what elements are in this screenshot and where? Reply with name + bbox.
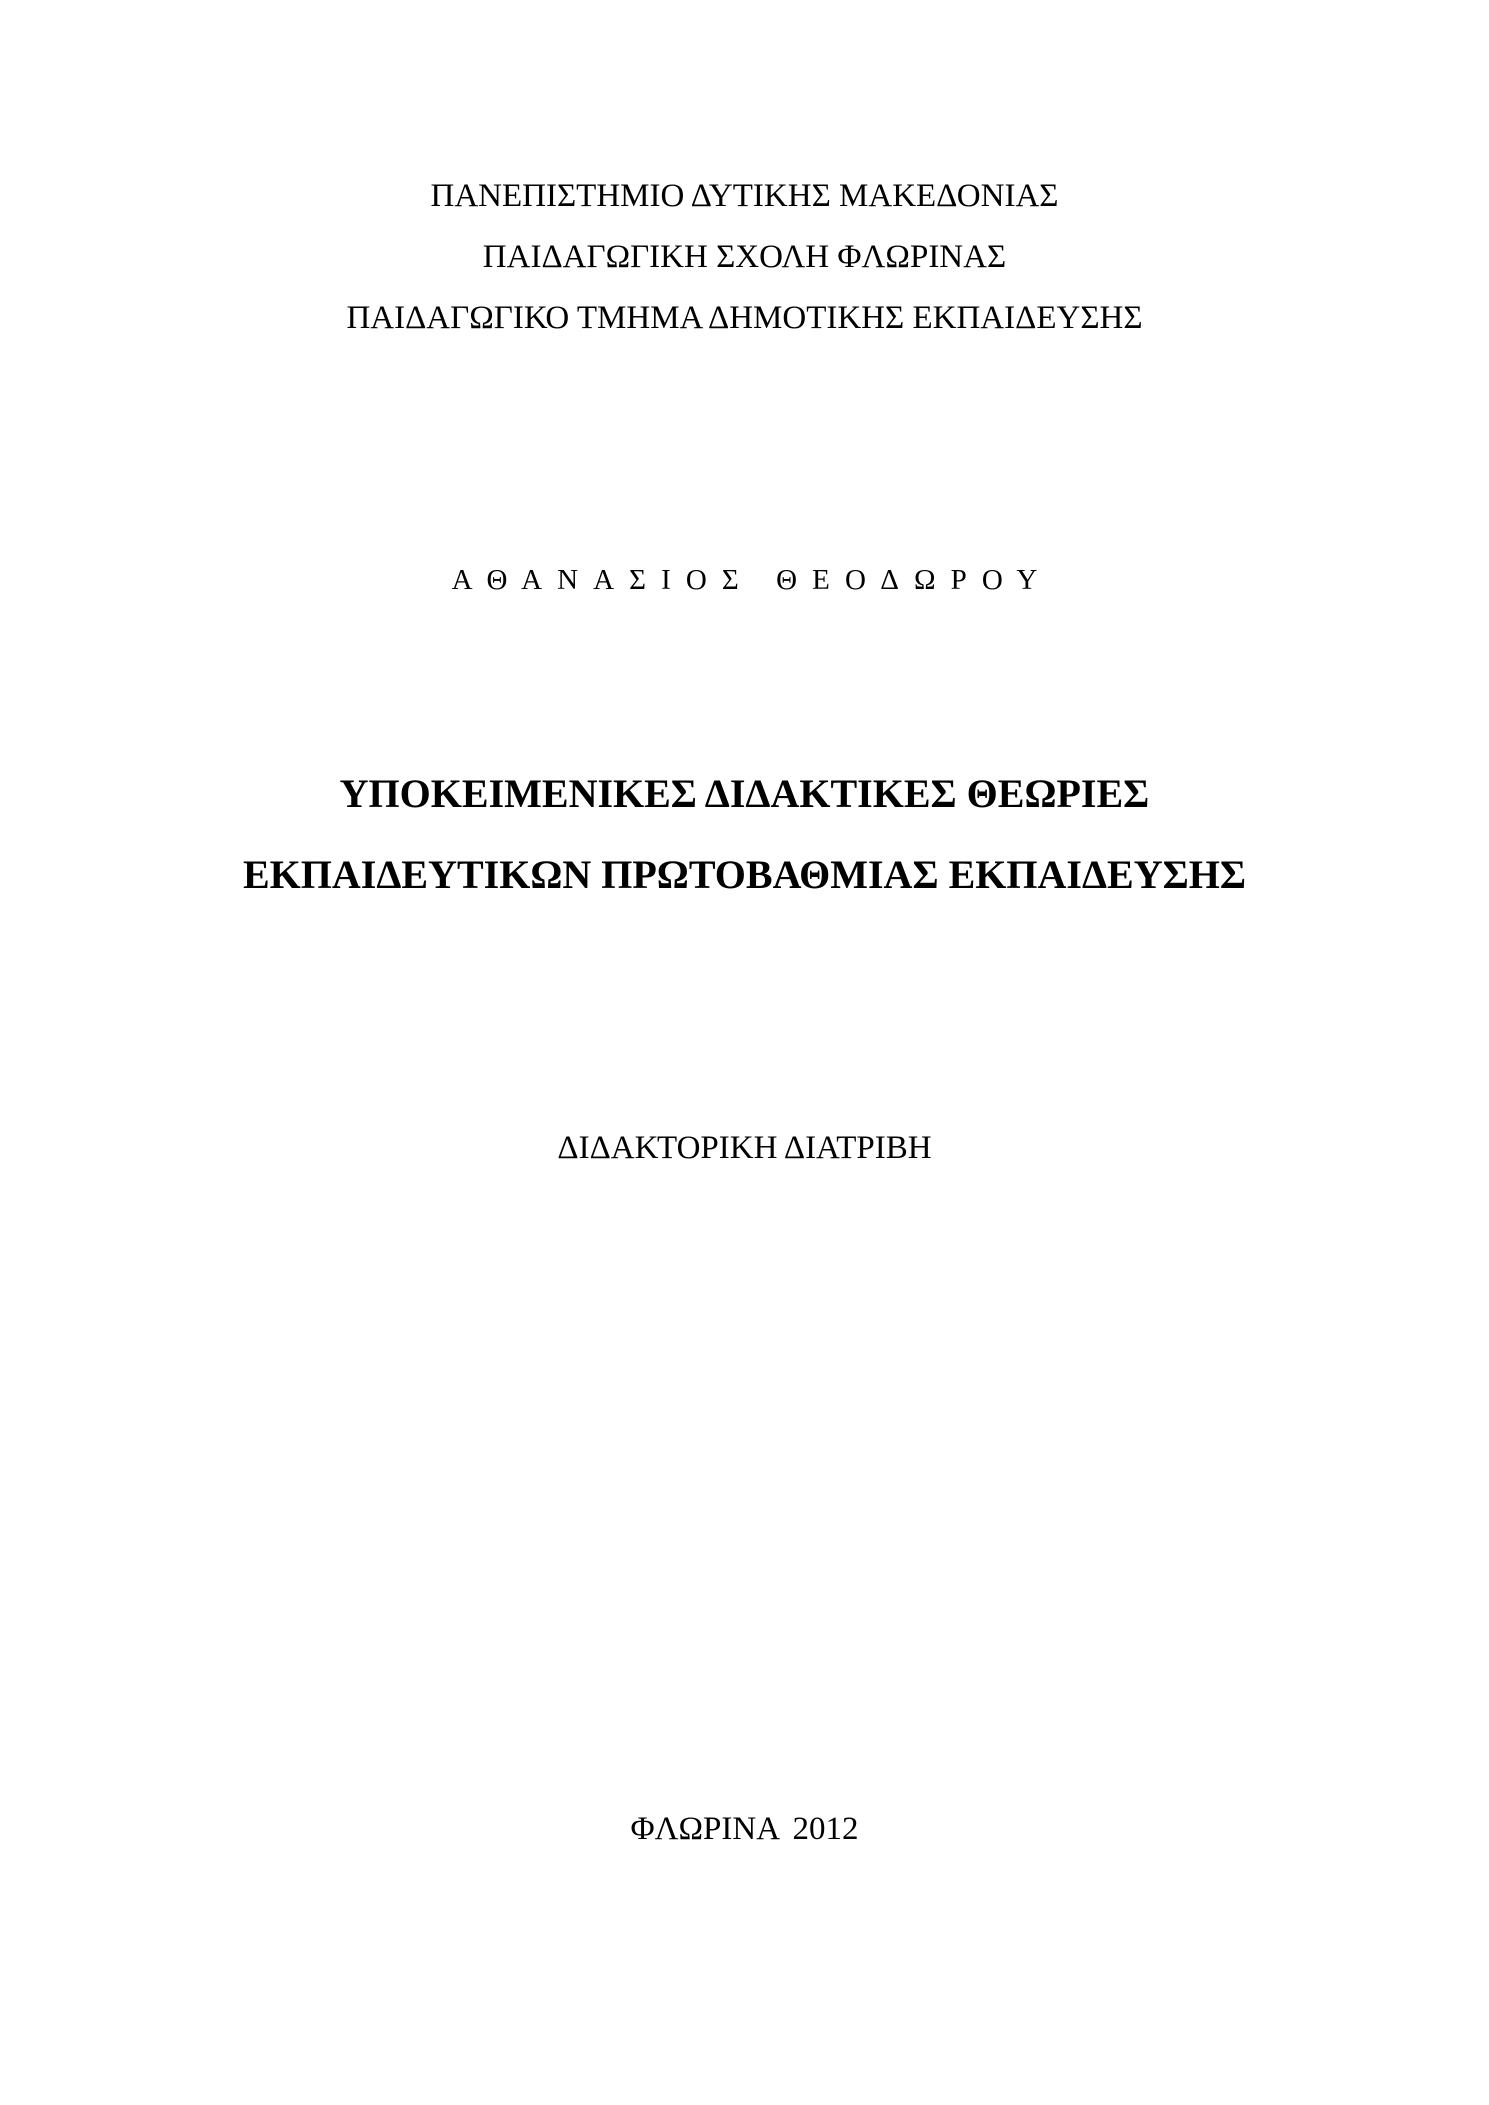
school-name: ΠΑΙΔΑΓΩΓΙΚΗ ΣΧΟΛΗ ΦΛΩΡΙΝΑΣ <box>482 239 1007 275</box>
department-name: ΠΑΙΔΑΓΩΓΙΚΟ ΤΜΗΜΑ ΔΗΜΟΤΙΚΗΣ ΕΚΠΑΙΔΕΥΣΗΣ <box>346 300 1143 336</box>
thesis-title-line-1: ΥΠΟΚΕΙΜΕΝΙΚΕΣ ΔΙΔΑΚΤΙΚΕΣ ΘΕΩΡΙΕΣ <box>339 771 1150 816</box>
author-name: ΑΘΑΝΑΣΙΟΣ ΘΕΟΔΩΡΟΥ <box>451 564 1053 596</box>
place-and-year: ΦΛΩΡΙΝΑ 2012 <box>630 1811 859 1847</box>
university-name: ΠΑΝΕΠΙΣΤΗΜΙΟ ΔΥΤΙΚΗΣ ΜΑΚΕΔΟΝΙΑΣ <box>430 178 1059 214</box>
document-type: ΔΙΔΑΚΤΟΡΙΚΗ ΔΙΑΤΡΙΒΗ <box>557 1130 932 1166</box>
thesis-title-line-2: ΕΚΠΑΙΔΕΥΤΙΚΩΝ ΠΡΩΤΟΒΑΘΜΙΑΣ ΕΚΠΑΙΔΕΥΣΗΣ <box>242 852 1247 897</box>
